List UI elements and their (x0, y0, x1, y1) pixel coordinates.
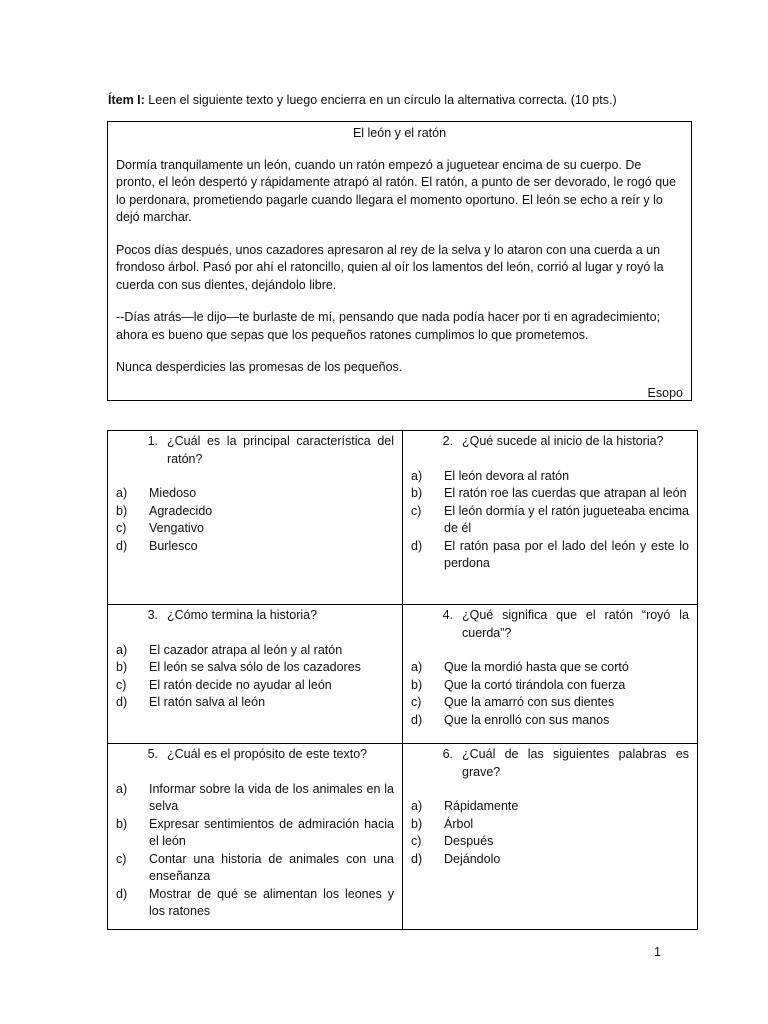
question-text: ¿Cuál es el propósito de este texto? (167, 747, 368, 761)
option-text: El ratón roe las cuerdas que atrapan al león (444, 486, 687, 500)
option-d[interactable] (411, 712, 689, 730)
option-letter: d) (411, 851, 423, 866)
option-letter: a) (116, 781, 128, 796)
question-cell (108, 744, 403, 930)
option-text: El ratón pasa por el lado del león y este lo perdona (444, 538, 689, 570)
story-paragraph: Dormía tranquilamente un león, cuando un ratón empezó a juguetear encima de su cuerpo. De pronto, el león despertó y rápidamente atrapó al ratón. El ratón, a punto de ser devorado, le rogó que lo perdonara, prometiendo pagarle cuando llegara el momento oportuno. El león se echo a reír y lo dejó marchar. (116, 157, 677, 224)
option-text: Que la amarró con sus dientes (444, 695, 615, 709)
option-text: Vengativo (149, 521, 204, 535)
option-c[interactable] (116, 520, 394, 538)
option-letter: c) (116, 521, 127, 535)
option-letter: b) (411, 677, 423, 692)
option-b[interactable] (411, 677, 689, 695)
option-letter: b) (411, 816, 423, 831)
story-box (107, 121, 692, 401)
option-b[interactable] (411, 485, 689, 503)
question-text: ¿Cuál es la principal característica del ratón? (167, 434, 394, 466)
question-cell (403, 605, 698, 744)
option-text: Contar una historia de animales con una enseñanza (149, 851, 394, 883)
question-number: 4. (442, 608, 453, 622)
option-letter: d) (116, 695, 128, 709)
option-text: Informar sobre la vida de los animales en la selva (149, 781, 394, 813)
item-label: Ítem I: (108, 93, 145, 107)
question-cell (108, 605, 403, 744)
option-b[interactable] (411, 816, 689, 834)
story-title: El león y el ratón (352, 126, 447, 140)
option-c[interactable] (116, 677, 394, 695)
option-letter: c) (411, 695, 422, 709)
option-b[interactable] (116, 816, 394, 851)
option-text: Miedoso (149, 486, 197, 500)
question-number: 2. (442, 434, 453, 448)
option-d[interactable] (116, 886, 394, 921)
option-letter: a) (411, 660, 423, 674)
option-text: El león devora al ratón (444, 468, 570, 483)
option-letter: c) (116, 677, 127, 692)
option-text: Que la enrolló con sus manos (444, 712, 610, 727)
questions-table (107, 430, 698, 930)
option-a[interactable] (116, 781, 394, 816)
page-number: 1 (654, 945, 661, 959)
option-letter: b) (116, 503, 128, 518)
question-text: ¿Qué significa que el ratón “royó la cuerda”? (462, 608, 689, 640)
item-instruction (108, 92, 708, 110)
question-number: 5. (147, 747, 158, 761)
option-letter: c) (116, 851, 127, 866)
option-b[interactable] (116, 503, 394, 521)
option-c[interactable] (411, 694, 689, 712)
option-text: Después (444, 834, 494, 848)
question-2 (411, 433, 689, 451)
option-letter: c) (411, 834, 422, 848)
story-paragraph: Pocos días después, unos cazadores apresaron al rey de la selva y lo ataron con una cuerda a un frondoso árbol. Pasó por ahí el ratoncillo, quien al oír los lamentos del león, corrió al lugar y royó la cuerda con sus dientes, dejándolo libre. (116, 242, 664, 292)
option-letter: a) (411, 468, 423, 483)
question-cell (403, 431, 698, 605)
option-text: El cazador atrapa al león y al ratón (149, 642, 343, 657)
option-c[interactable] (411, 833, 689, 851)
option-text: Mostrar de qué se alimentan los leones y los ratones (149, 886, 394, 918)
option-text: Burlesco (149, 538, 198, 553)
option-letter: c) (411, 503, 422, 518)
option-letter: a) (411, 799, 423, 813)
option-letter: d) (116, 538, 128, 553)
question-number: 1. (147, 434, 158, 448)
option-letter: b) (411, 486, 423, 500)
question-number: 3. (147, 608, 158, 622)
option-letter: d) (116, 886, 128, 901)
story-moral: Nunca desperdicies las promesas de los pequeños. (116, 360, 403, 374)
question-cell (108, 431, 403, 605)
option-text: Que la mordió hasta que se cortó (444, 660, 629, 674)
story-author: Esopo (647, 385, 683, 400)
question-5 (116, 746, 394, 764)
option-letter: a) (116, 642, 128, 657)
option-text: Agradecido (149, 503, 213, 518)
question-text: ¿Qué sucede al inicio de la historia? (462, 434, 664, 448)
option-text: El león se salva sólo de los cazadores (149, 660, 361, 674)
option-text: El ratón decide no ayudar al león (149, 677, 332, 692)
instruction-text: Leen el siguiente texto y luego encierra en un círculo la alternativa correcta. (10 pts.) (144, 93, 617, 107)
question-1 (116, 433, 394, 468)
option-letter: d) (411, 538, 423, 553)
option-letter: b) (116, 660, 128, 674)
question-text: ¿Cómo termina la historia? (167, 608, 318, 622)
option-text: Expresar sentimientos de admiración hacia el león (149, 816, 394, 848)
option-text: Dejándolo (444, 851, 501, 866)
option-text: El león dormía y el ratón jugueteaba encima de él (444, 503, 689, 535)
question-3 (116, 607, 394, 625)
option-c[interactable] (411, 503, 689, 538)
option-d[interactable] (411, 851, 689, 869)
option-letter: b) (116, 816, 128, 831)
question-cell (403, 744, 698, 930)
option-letter: a) (116, 486, 128, 500)
option-a[interactable] (116, 642, 394, 660)
option-d[interactable] (116, 538, 394, 556)
option-c[interactable] (116, 851, 394, 886)
option-letter: d) (411, 712, 423, 727)
option-b[interactable] (116, 659, 394, 677)
question-6 (411, 746, 689, 781)
option-a[interactable] (411, 659, 689, 677)
question-text: ¿Cuál de las siguientes palabras es grave? (462, 747, 689, 779)
option-a[interactable] (411, 798, 689, 816)
option-a[interactable] (116, 485, 394, 503)
option-d[interactable] (116, 694, 394, 712)
option-text: El ratón salva al león (149, 695, 266, 709)
question-4 (411, 607, 689, 642)
option-text: Árbol (444, 816, 474, 831)
option-text: Que la cortó tirándola con fuerza (444, 677, 626, 692)
story-paragraph: --Días atrás—le dijo—te burlaste de mí, pensando que nada podía hacer por ti en agradecimiento; ahora es bueno que sepas que los pequeños ratones cumplimos lo que prometemos. (116, 310, 661, 342)
option-text: Rápidamente (444, 799, 519, 813)
question-number: 6. (442, 747, 453, 761)
option-d[interactable] (411, 538, 689, 573)
option-a[interactable] (411, 468, 689, 486)
